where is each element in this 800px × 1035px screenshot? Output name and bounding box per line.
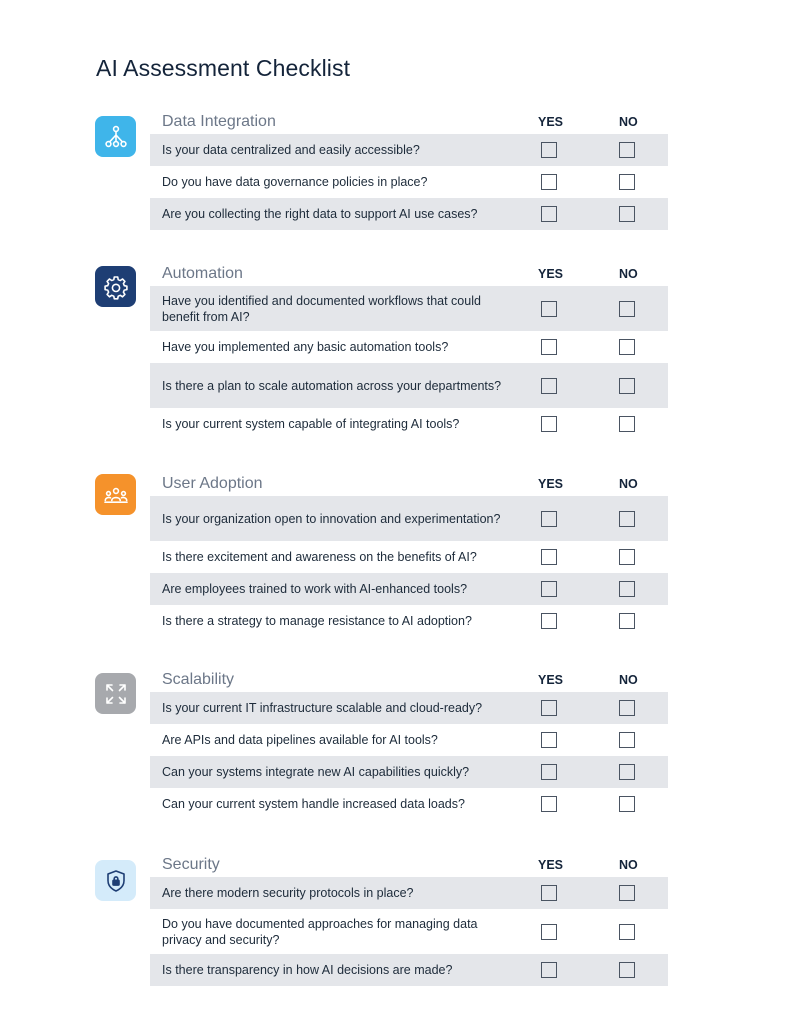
- no-checkbox[interactable]: [619, 142, 635, 158]
- no-checkbox[interactable]: [619, 378, 635, 394]
- question-text: Is there a plan to scale automation across your departments?: [162, 378, 502, 393]
- question-text: Is your organization open to innovation and experimentation?: [162, 511, 501, 526]
- yes-checkbox[interactable]: [541, 339, 557, 355]
- yes-checkbox[interactable]: [541, 416, 557, 432]
- no-checkbox[interactable]: [619, 962, 635, 978]
- yes-checkbox[interactable]: [541, 549, 557, 565]
- no-checkbox[interactable]: [619, 206, 635, 222]
- question-text: Is there transparency in how AI decisions are made?: [162, 963, 453, 977]
- expand-arrows-icon: [103, 681, 129, 707]
- yes-checkbox[interactable]: [541, 301, 557, 317]
- yes-column-header: YES: [538, 267, 564, 281]
- yes-checkbox[interactable]: [541, 764, 557, 780]
- no-column-header: NO: [619, 673, 638, 687]
- question-list: [150, 496, 668, 637]
- yes-checkbox[interactable]: [541, 206, 557, 222]
- section-title: Data Integration: [162, 113, 276, 130]
- section-title: Automation: [162, 265, 243, 282]
- question-list: [150, 692, 668, 820]
- yes-checkbox[interactable]: [541, 732, 557, 748]
- no-checkbox[interactable]: [619, 885, 635, 901]
- question-list: [150, 134, 668, 230]
- yes-checkbox[interactable]: [541, 885, 557, 901]
- yes-checkbox[interactable]: [541, 700, 557, 716]
- question-list: [150, 286, 668, 440]
- yes-column-header: YES: [538, 477, 564, 491]
- question-row: [150, 877, 668, 909]
- section-title: Security: [162, 856, 220, 873]
- no-checkbox[interactable]: [619, 301, 635, 317]
- yes-checkbox[interactable]: [541, 581, 557, 597]
- question-text: Are you collecting the right data to support AI use cases?: [162, 207, 478, 221]
- yes-checkbox[interactable]: [541, 142, 557, 158]
- no-checkbox[interactable]: [619, 924, 635, 940]
- yes-column-header: YES: [538, 858, 564, 872]
- no-checkbox[interactable]: [619, 416, 635, 432]
- yes-column-header: YES: [538, 673, 564, 687]
- question-row: [150, 541, 668, 573]
- no-checkbox[interactable]: [619, 796, 635, 812]
- users-group-icon: [103, 482, 129, 508]
- question-row: [150, 724, 668, 756]
- yes-checkbox[interactable]: [541, 511, 557, 527]
- yes-checkbox[interactable]: [541, 962, 557, 978]
- yes-column-header: YES: [538, 115, 564, 129]
- section-icon-container: [95, 860, 136, 901]
- section-icon-container: [95, 673, 136, 714]
- no-checkbox[interactable]: [619, 613, 635, 629]
- no-checkbox[interactable]: [619, 549, 635, 565]
- question-text: Can your systems integrate new AI capabilities quickly?: [162, 765, 470, 779]
- no-checkbox[interactable]: [619, 700, 635, 716]
- no-column-header: NO: [619, 858, 638, 872]
- no-column-header: NO: [619, 477, 638, 491]
- question-row: [150, 134, 668, 166]
- question-text: Is your current system capable of integrating AI tools?: [162, 417, 460, 431]
- section-icon-container: [95, 116, 136, 157]
- yes-checkbox[interactable]: [541, 613, 557, 629]
- no-column-header: NO: [619, 267, 638, 281]
- question-row: [150, 408, 668, 440]
- no-checkbox[interactable]: [619, 732, 635, 748]
- yes-checkbox[interactable]: [541, 924, 557, 940]
- question-text: Have you implemented any basic automation tools?: [162, 340, 449, 354]
- question-row: [150, 573, 668, 605]
- question-row: [150, 166, 668, 198]
- question-row: [150, 198, 668, 230]
- question-text: Do you have documented approaches for managing data privacy and security?: [162, 916, 478, 947]
- no-checkbox[interactable]: [619, 581, 635, 597]
- question-text: Are there modern security protocols in place?: [162, 886, 414, 900]
- no-column-header: NO: [619, 115, 638, 129]
- question-row: [150, 954, 668, 986]
- question-row: [150, 363, 668, 408]
- question-text: Are employees trained to work with AI-enhanced tools?: [162, 582, 468, 596]
- question-row: [150, 286, 668, 331]
- yes-checkbox[interactable]: [541, 174, 557, 190]
- no-checkbox[interactable]: [619, 511, 635, 527]
- question-text: Is there excitement and awareness on the benefits of AI?: [162, 550, 477, 564]
- question-text: Is your data centralized and easily accessible?: [162, 143, 420, 157]
- page-title: AI Assessment Checklist: [96, 55, 351, 81]
- question-list: [150, 877, 668, 986]
- question-row: [150, 605, 668, 637]
- yes-checkbox[interactable]: [541, 796, 557, 812]
- question-text: Do you have data governance policies in place?: [162, 175, 428, 189]
- section-icon-container: [95, 474, 136, 515]
- question-text: Is there a strategy to manage resistance to AI adoption?: [162, 614, 472, 628]
- question-row: [150, 692, 668, 724]
- section-title: Scalability: [162, 671, 235, 688]
- question-row: [150, 909, 668, 954]
- question-row: [150, 331, 668, 363]
- gear-icon: [103, 274, 129, 300]
- question-row: [150, 496, 668, 541]
- section-icon-container: [95, 266, 136, 307]
- question-row: [150, 788, 668, 820]
- no-checkbox[interactable]: [619, 764, 635, 780]
- question-text: Is your current IT infrastructure scalable and cloud-ready?: [162, 701, 483, 715]
- no-checkbox[interactable]: [619, 174, 635, 190]
- shield-lock-icon: [103, 868, 129, 894]
- no-checkbox[interactable]: [619, 339, 635, 355]
- question-row: [150, 756, 668, 788]
- question-text: Can your current system handle increased data loads?: [162, 797, 465, 811]
- yes-checkbox[interactable]: [541, 378, 557, 394]
- question-text: Are APIs and data pipelines available for AI tools?: [162, 733, 438, 747]
- section-title: User Adoption: [162, 475, 263, 492]
- network-nodes-icon: [103, 124, 129, 150]
- question-text: Have you identified and documented workflows that could benefit from AI?: [162, 293, 481, 324]
